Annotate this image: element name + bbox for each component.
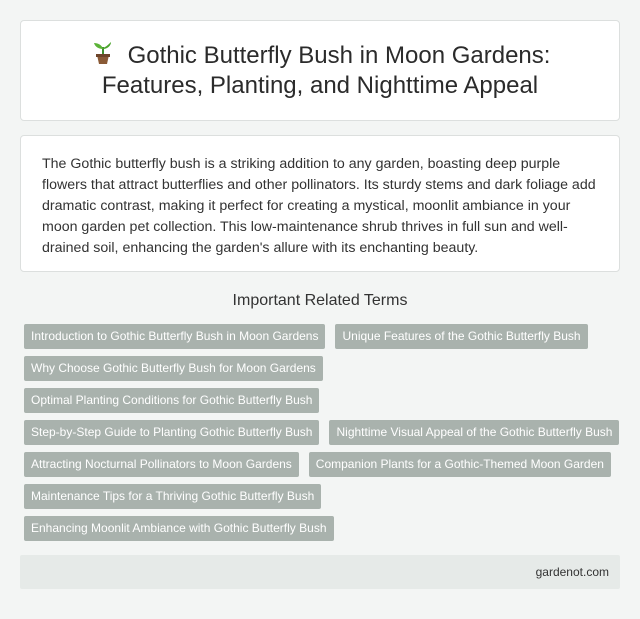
related-term-tag[interactable]: Introduction to Gothic Butterfly Bush in Moon Gardens (24, 324, 325, 349)
related-term-tag[interactable]: Nighttime Visual Appeal of the Gothic Butterfly Bush (329, 420, 619, 445)
sprout-icon (90, 40, 116, 66)
related-term-tag[interactable]: Optimal Planting Conditions for Gothic Butterfly Bush (24, 388, 319, 413)
related-term-tag[interactable]: Maintenance Tips for a Thriving Gothic Butterfly Bush (24, 484, 321, 509)
intro-paragraph: The Gothic butterfly bush is a striking addition to any garden, boasting deep purple flowers that attract butterflies and other pollinators. Its sturdy stems and dark foliage add dramatic contrast, making it perfect for creating a mystical, moonlit ambiance in your moon garden pet collection. This low-maintenance shrub thrives in full sun and well-drained soil, enhancing the garden's allure with its enchanting beauty. (42, 156, 596, 256)
page-title-text: Gothic Butterfly Bush in Moon Gardens: Features, Planting, and Nighttime Appeal (101, 42, 551, 99)
tag-row (24, 452, 624, 477)
tag-row (24, 356, 624, 381)
related-term-tag[interactable]: Enhancing Moonlit Ambiance with Gothic Butterfly Bush (24, 516, 334, 541)
tag-row (24, 324, 624, 349)
related-term-tag[interactable]: Step-by-Step Guide to Planting Gothic Butterfly Bush (24, 420, 319, 445)
footer (20, 555, 620, 589)
tag-row (24, 388, 624, 413)
page-title (60, 40, 580, 101)
tag-row (24, 516, 624, 541)
related-terms-list (24, 324, 624, 548)
related-term-tag[interactable]: Attracting Nocturnal Pollinators to Moon Gardens (24, 452, 299, 477)
related-term-tag[interactable]: Companion Plants for a Gothic-Themed Moon Garden (309, 452, 611, 477)
related-terms-heading: Important Related Terms (232, 292, 408, 309)
related-term-tag[interactable]: Why Choose Gothic Butterfly Bush for Moon Gardens (24, 356, 323, 381)
title-card (20, 20, 620, 121)
intro-card (20, 135, 620, 272)
site-name[interactable]: gardenot.com (535, 565, 609, 579)
related-term-tag[interactable]: Unique Features of the Gothic Butterfly Bush (335, 324, 587, 349)
tag-row (24, 484, 624, 509)
tag-row (24, 420, 624, 445)
